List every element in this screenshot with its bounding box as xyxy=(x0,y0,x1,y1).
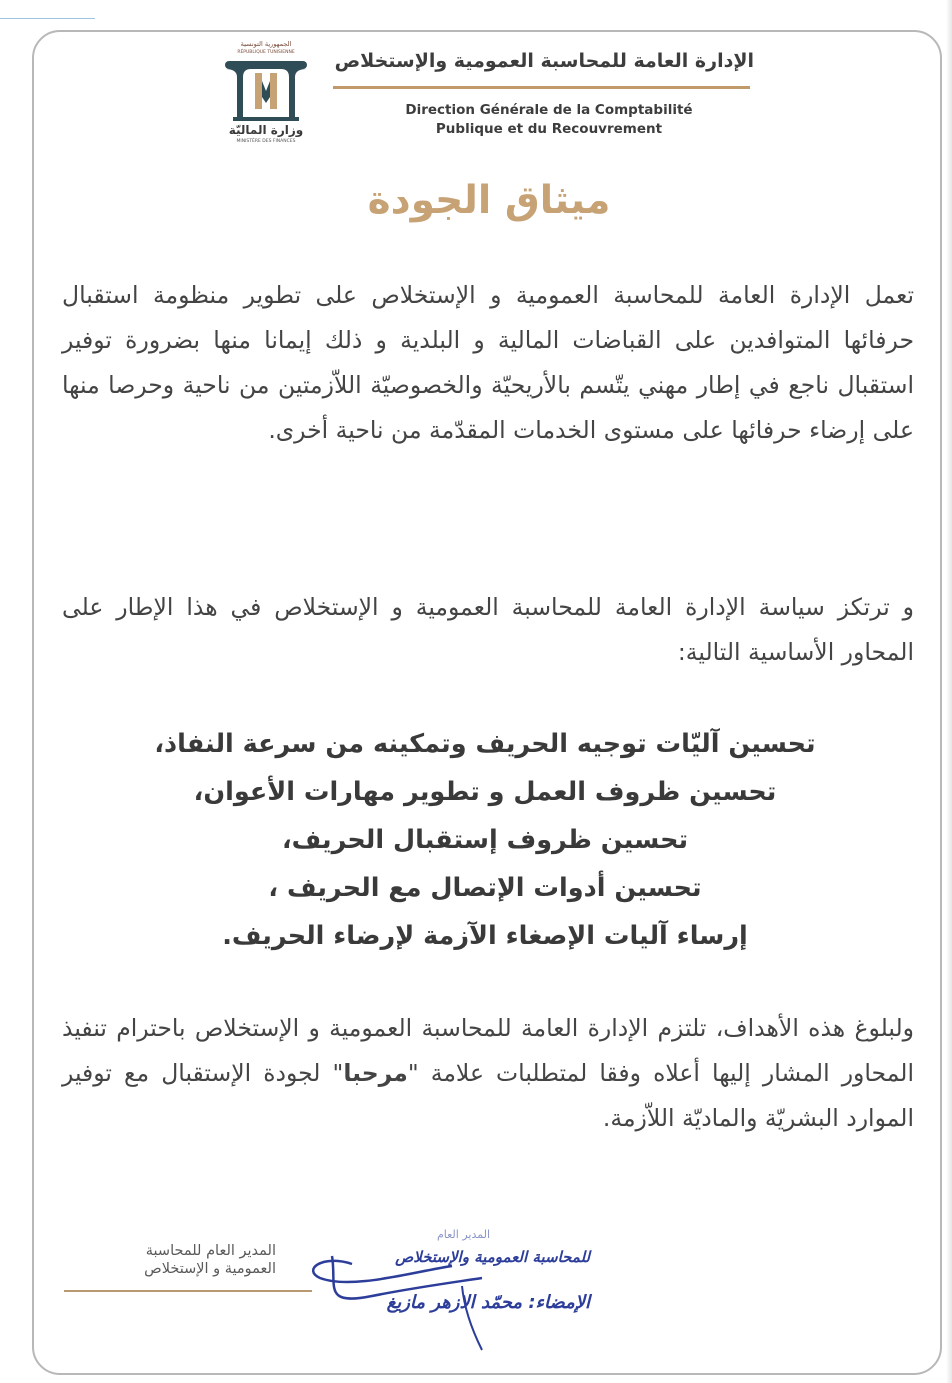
top-left-edge-line xyxy=(0,18,95,19)
official-stamp xyxy=(320,1224,590,1324)
signatory-title-line1: المدير العام للمحاسبة xyxy=(145,1243,276,1259)
marhaba-label: مرحبا xyxy=(343,1059,408,1087)
column-emblem-icon xyxy=(221,57,311,123)
intro-paragraph: تعمل الإدارة العامة للمحاسبة العمومية و الإستخلاص على تطوير منظومة استقبال حرفائها المتوافدين على القباضات المالية و البلدية و ذلك إيمانا منها بضرورة توفير استقبال ناجع في إطار مهني يتّسم بالأريحيّة والخصوصيّة اللاّزمتين من ناحية وحرصا منها على إرضاء حرفائها على مستوى الخدمات المقدّمة من ناحية أخرى. xyxy=(62,281,914,444)
stamp-line-1: المدير العام xyxy=(436,1228,490,1241)
stamp-line-3: الإمضاء: محمّد الازهر مازيغ xyxy=(386,1292,590,1313)
axes-list xyxy=(70,720,900,960)
policy-paragraph: و ترتكز سياسة الإدارة العامة للمحاسبة العمومية و الإستخلاص في هذا الإطار على المحاور الأساسية التالية: xyxy=(62,593,914,666)
document-title: ميثاق الجودة xyxy=(367,178,611,223)
republic-arabic: الجمهورية التونسية xyxy=(240,40,292,48)
ministry-arabic: وزارة الماليّة xyxy=(228,123,304,137)
direction-title-arabic: الإدارة العامة للمحاسبة العمومية والإستخلاص xyxy=(334,50,754,72)
direction-title-french-line2: Publique et du Recouvrement xyxy=(435,121,663,137)
ministry-logo xyxy=(218,40,314,166)
signatory-title-line2: العمومية و الإستخلاص xyxy=(144,1261,276,1277)
axis-item: تحسين أدوات الإتصال مع الحريف ، xyxy=(268,873,702,903)
page-border-frame xyxy=(32,30,942,1375)
ministry-french: MINISTÈRE DES FINANCES xyxy=(236,139,296,144)
axis-item: تحسين آليّات توجيه الحريف وتمكينه من سرعة النفاذ، xyxy=(154,729,816,759)
axis-item: إرساء آليات الإصغاء الآزمة لإرضاء الحريف. xyxy=(222,921,748,951)
commitment-text-after: " لجودة الإستقبال مع توفير الموارد البشريّة والماديّة اللاّزمة. xyxy=(62,1059,914,1132)
commitment-paragraph xyxy=(62,1006,914,1141)
stamp-line-2: للمحاسبة العمومية والإستخلاص xyxy=(395,1248,590,1266)
direction-title-french-line1: Direction Générale de la Comptabilité xyxy=(405,102,693,118)
signatory-title xyxy=(64,1242,276,1278)
commitment-text-before: ولبلوغ هذه الأهداف، تلتزم الإدارة العامة للمحاسبة العمومية و الإستخلاص باحترام تنفيذ المحاور المشار إليها أعلاه وفقا لمتطلبات علامة " xyxy=(62,1014,914,1087)
page-edge-shadow xyxy=(946,0,952,1383)
header-divider xyxy=(333,86,750,89)
direction-title-french xyxy=(340,101,758,139)
axis-item: تحسين ظروف إستقبال الحريف، xyxy=(281,825,689,855)
republic-french: RÉPUBLIQUE TUNISIENNE xyxy=(237,50,295,55)
axis-item: تحسين ظروف العمل و تطوير مهارات الأعوان، xyxy=(193,777,777,807)
signature-rule xyxy=(64,1290,312,1292)
